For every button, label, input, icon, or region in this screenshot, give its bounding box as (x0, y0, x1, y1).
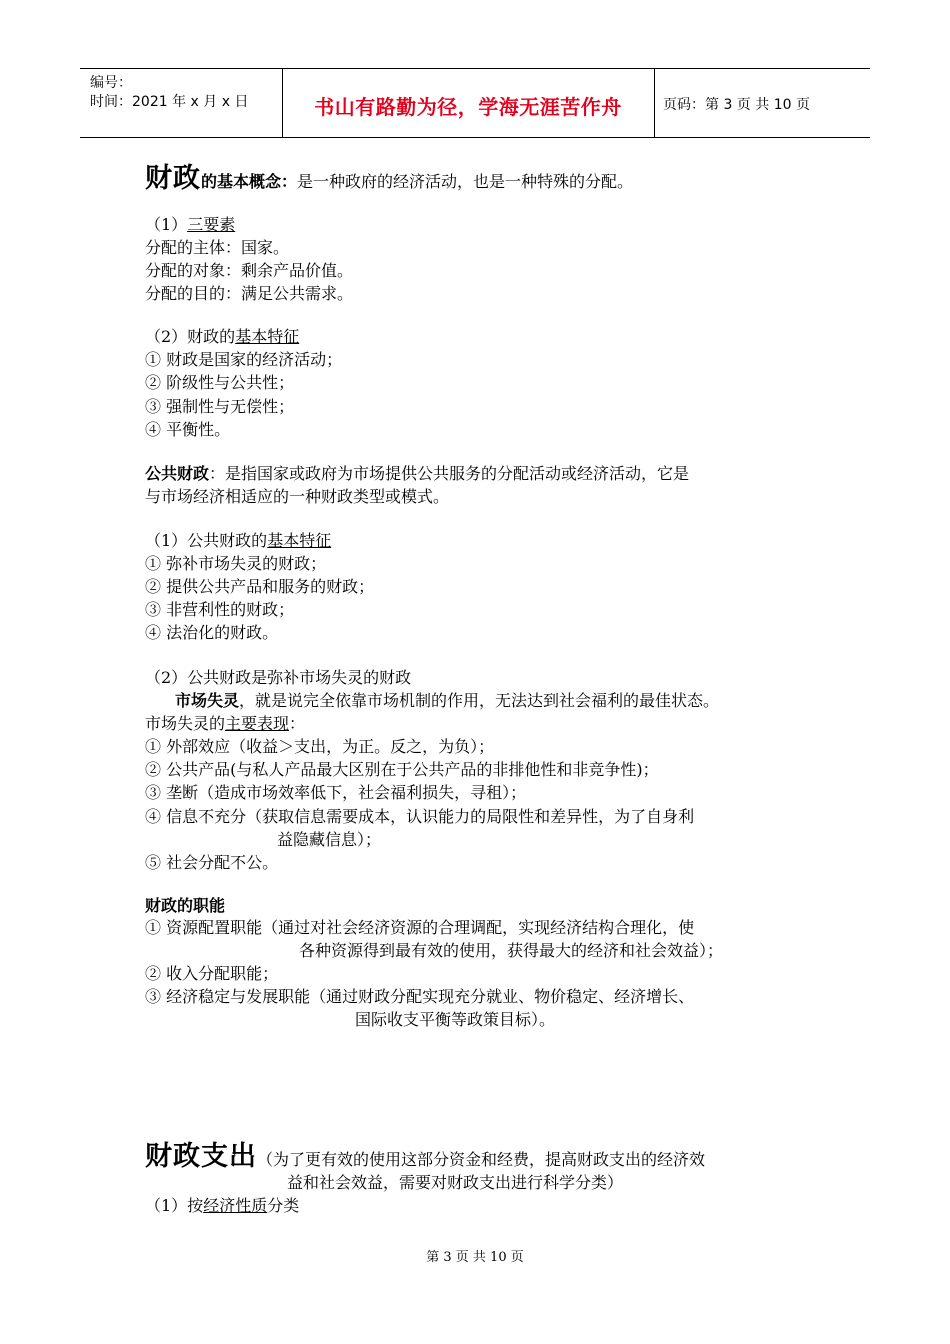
section-finance-functions-heading: 财政的职能 (145, 896, 226, 915)
list-item: ② 收入分配职能； (145, 964, 279, 983)
list-item: ① 外部效应（收益＞支出，为正。反之，为负）； (145, 737, 495, 756)
list-item: 分配的对象：剩余产品价值。 (145, 261, 354, 280)
list-item: ② 公共产品(与私人产品最大区别在于公共产品的非排他性和非竞争性)； (145, 760, 659, 779)
subheading-market-failure: （2）公共财政是弥补市场失灵的财政 (145, 668, 412, 687)
list-item: ③ 经济稳定与发展职能（通过财政分配实现充分就业、物价稳定、经济增长、 (145, 987, 695, 1006)
header-motto-cell (282, 69, 655, 137)
number-label: 编号： (90, 75, 132, 91)
subheading-prefix: （1）按 (145, 1196, 204, 1215)
page-header (80, 68, 870, 138)
list-item: ① 弥补市场失灵的财政； (145, 554, 327, 573)
list-item-continuation: 国际收支平衡等政策目标）。 (355, 1010, 556, 1029)
list-item: ⑤ 社会分配不公。 (145, 853, 279, 872)
subheading-prefix: （1） (145, 215, 188, 234)
list-item: ④ 信息不充分（获取信息需要成本，认识能力的局限性和差异性，为了自身利 (145, 807, 695, 826)
subheading-underlined: 经济性质 (203, 1196, 268, 1215)
note-line: 益和社会效益，需要对财政支出进行科学分类） (287, 1173, 624, 1192)
list-item: ② 阶级性与公共性； (145, 373, 295, 392)
subheading-underlined: 三要素 (187, 215, 236, 234)
list-item: ③ 垄断（造成市场效率低下，社会福利损失，寻租）； (145, 783, 527, 802)
term: 市场失灵 (175, 691, 240, 710)
list-item: 分配的目的：满足公共需求。 (145, 284, 354, 303)
heading-big: 财政支出 (145, 1141, 257, 1172)
public-finance-definition (145, 462, 689, 485)
list-item: 分配的主体：国家。 (145, 238, 290, 257)
header-page-cell (655, 69, 870, 137)
subheading-three-elements (145, 213, 235, 236)
subheading-suffix: 分类 (267, 1196, 300, 1215)
subheading-prefix: （1）公共财政的 (145, 531, 268, 550)
list-item-continuation: 各种资源得到最有效的使用，获得最大的经济和社会效益）； (299, 941, 724, 960)
definition-line: 与市场经济相适应的一种财政类型或模式。 (145, 487, 450, 506)
label-prefix: 市场失灵的 (145, 714, 226, 733)
definition-text: ，就是说完全依靠市场机制的作用，无法达到社会福利的最佳状态。 (239, 691, 720, 710)
motto: 书山有路勤为径，学海无涯苦作舟 (314, 95, 622, 119)
list-item: ④ 平衡性。 (145, 420, 231, 439)
list-item: ② 提供公共产品和服务的财政； (145, 577, 375, 596)
list-item-continuation: 益隐藏信息）； (277, 830, 382, 849)
term: 公共财政 (145, 464, 210, 483)
note-line: （为了更有效的使用这部分资金和经费，提高财政支出的经济效 (257, 1150, 706, 1169)
subheading-underlined: 基本特征 (267, 531, 332, 550)
list-item: ③ 非营利性的财政； (145, 600, 295, 619)
label-suffix: ： (289, 714, 306, 733)
subheading-basic-features (145, 325, 299, 348)
label-underlined: 主要表现 (225, 714, 290, 733)
subheading-public-features (145, 529, 331, 552)
time-label: 时间：2021 年 x 月 x 日 (90, 94, 249, 110)
list-item: ④ 法治化的财政。 (145, 623, 279, 642)
list-item: ① 财政是国家的经济活动； (145, 350, 343, 369)
header-meta-cell (80, 69, 283, 137)
page-footer: 第 3 页 共 10 页 (426, 1250, 524, 1265)
list-item: ① 资源配置职能（通过对社会经济资源的合理调配，实现经济结构合理化，使 (145, 918, 695, 937)
definition-text: 是一种政府的经济活动，也是一种特殊的分配。 (297, 172, 634, 191)
market-failure-label (145, 712, 305, 735)
subheading-underlined: 基本特征 (235, 327, 300, 346)
subheading-economic-nature (145, 1194, 299, 1217)
heading-big: 财政 (145, 163, 201, 194)
market-failure-definition (175, 689, 719, 712)
heading-bold: 的基本概念： (201, 172, 298, 191)
subheading-prefix: （2）财政的 (145, 327, 236, 346)
page-label: 页码：第 3 页 共 10 页 (663, 97, 810, 113)
list-item: ③ 强制性与无偿性； (145, 397, 295, 416)
definition-line: ：是指国家或政府为市场提供公共服务的分配活动或经济活动，它是 (209, 464, 690, 483)
section-finance-concept-heading (145, 162, 633, 199)
